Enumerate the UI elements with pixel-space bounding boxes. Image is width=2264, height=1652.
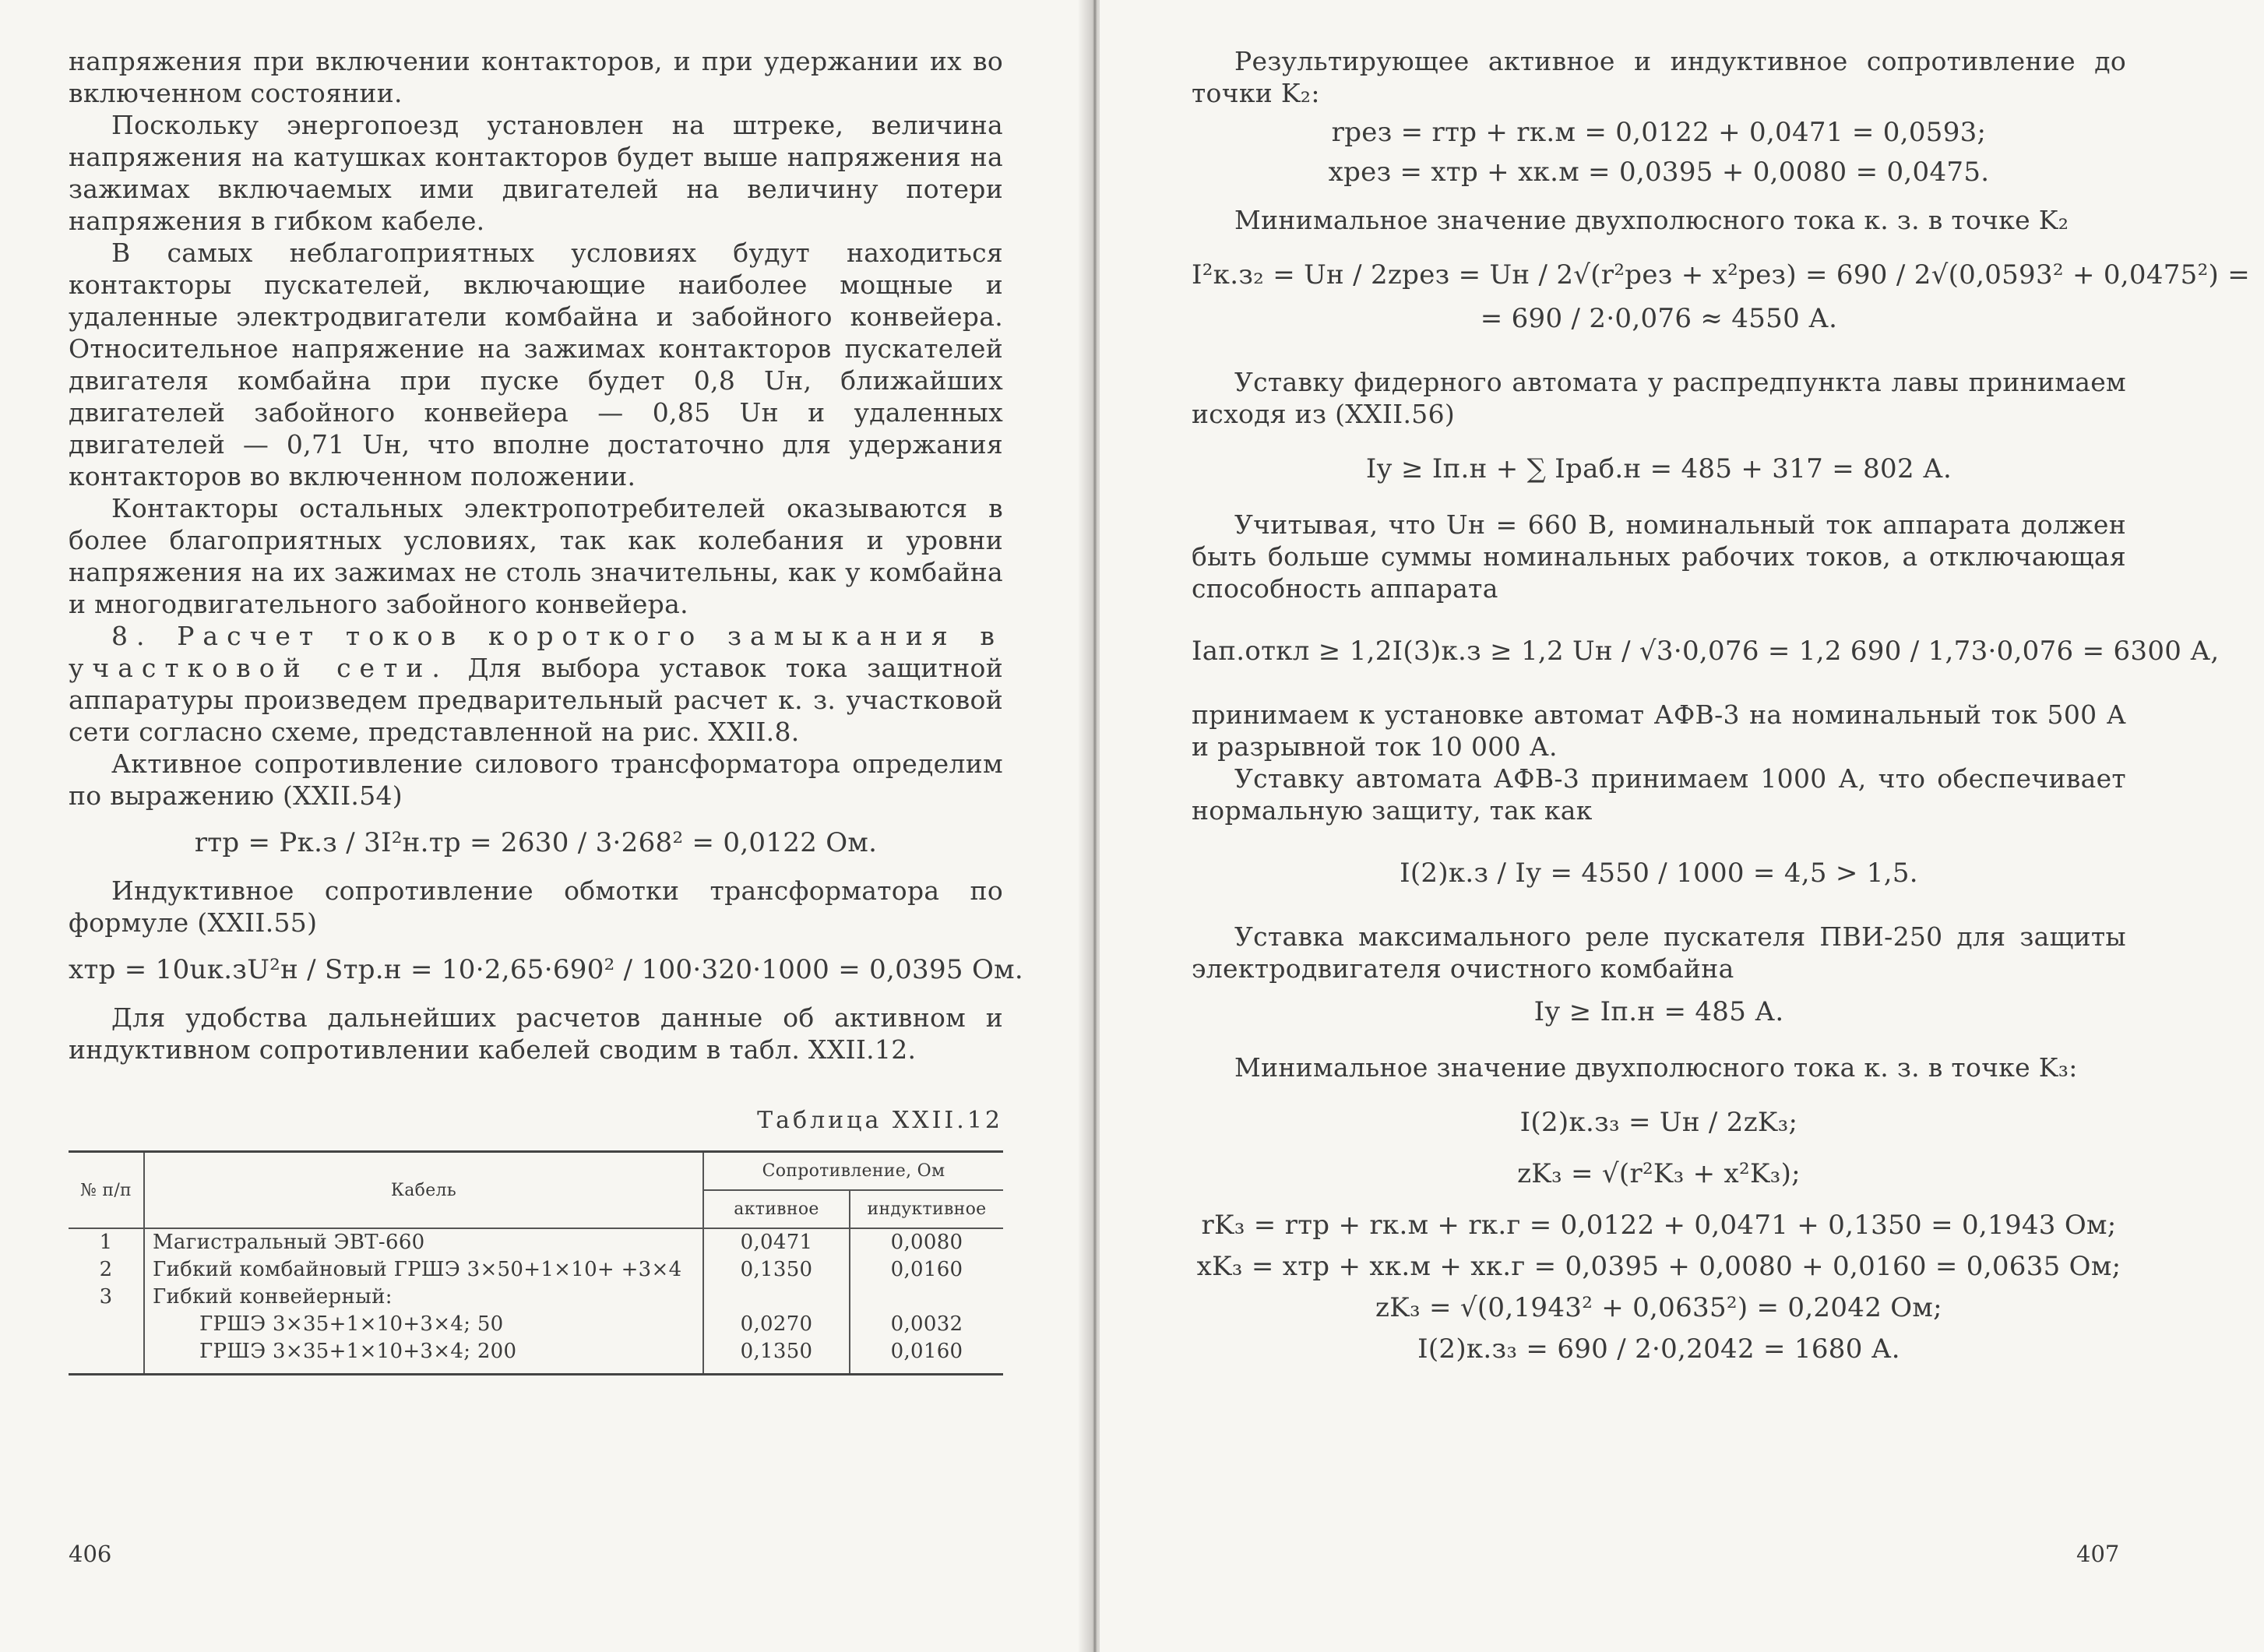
section-heading: 8. Расчет токов короткого замыкания в участковой сети. bbox=[69, 621, 1003, 683]
paragraph: Результирующее активное и индуктивное сопротивление до точки K₂: bbox=[1192, 46, 2126, 108]
formula: Iап.откл ≥ 1,2I(3)к.з ≥ 1,2 Uн / √3·0,076 = 1,2 690 / 1,73·0,076 = 6300 А, bbox=[1192, 636, 2220, 667]
paragraph: принимаем к установке автомат АФВ-3 на номинальный ток 500 А и разрывной ток 10 000 А. bbox=[1192, 699, 2126, 762]
cell-no: 2 bbox=[99, 1258, 113, 1281]
paragraph: Минимальное значение двухполюсного тока к. з. в точке K₂ bbox=[1234, 205, 2069, 235]
right-page bbox=[1100, 0, 2264, 1652]
cell-active bbox=[703, 1284, 850, 1311]
cell-cable: Гибкий конвейерный: bbox=[144, 1284, 703, 1311]
section-paragraph bbox=[69, 620, 1003, 748]
section-text: Для выбора уставок тока защитной аппаратуры произведем предварительный расчет к. з. участковой сети согласно схеме, представленной на рис. XXII.8. bbox=[69, 653, 1004, 747]
paragraph: Уставку автомата АФВ-3 принимаем 1000 А, что обеспечивает нормальную защиту, так как bbox=[1192, 763, 2126, 826]
formula: rрез = rтр + rк.м = 0,0122 + 0,0471 = 0,0593; bbox=[1331, 117, 1987, 148]
paragraph: Контакторы остальных электропотребителей оказываются в более благоприятных условиях, так как колебания и уровни напряжения на их зажимах не столь значительны, как у комбайна и многодвигательного забойного конвейера. bbox=[69, 493, 1003, 619]
cell-no: 3 bbox=[99, 1285, 113, 1309]
formula: I²к.з₂ = Uн / 2zрез = Uн / 2√(r²рез + x²рез) = 690 / 2√(0,0593² + 0,0475²) = bbox=[1192, 259, 2251, 291]
cell-active: 0,0471 bbox=[703, 1228, 850, 1256]
paragraph: В самых неблагоприятных условиях будут находиться контакторы пускателей, включающие наиболее мощные и удаленные электродвигатели комбайна и забойного конвейера. Относительное напряжение на зажимах контакторов пускателей двигателя комбайна при пуске будет 0,8 Uн, ближайших двигателей забойного конвейера — 0,85 Uн и удаленных двигателей — 0,71 Uн, что вполне достаточно для удержания контакторов во включенном положении. bbox=[69, 238, 1003, 491]
formula: rK₃ = rтр + rк.м + rк.г = 0,0122 + 0,0471 + 0,1350 = 0,1943 Ом; bbox=[1201, 1210, 2117, 1241]
paragraph: Учитывая, что Uн = 660 В, номинальный ток аппарата должен быть больше суммы номинальных рабочих токов, а отключающая способность аппарата bbox=[1192, 509, 2126, 604]
formula: I(2)к.з₃ = Uн / 2zK₃; bbox=[1519, 1107, 1798, 1138]
formula: = 690 / 2·0,076 ≈ 4550 А. bbox=[1480, 303, 1838, 334]
formula: Iу ≥ Iп.н = 485 А. bbox=[1533, 996, 1784, 1027]
cell-induct: 0,0160 bbox=[850, 1338, 1003, 1375]
paragraph: Уставка максимального реле пускателя ПВИ-250 для защиты электродвигателя очистного комбайна bbox=[1192, 921, 2126, 984]
paragraph: Для удобства дальнейших расчетов данные об активном и индуктивном сопротивлении кабелей сводим в табл. XXII.12. bbox=[69, 1002, 1003, 1065]
page-number: 407 bbox=[2076, 1541, 2120, 1567]
cell-cable: Гибкий комбайновый ГРШЭ 3×50+1×10+ +3×4 bbox=[144, 1256, 703, 1284]
col-active-header: активное bbox=[703, 1190, 850, 1228]
cell-cable: ГРШЭ 3×35+1×10+3×4; 200 bbox=[144, 1338, 703, 1375]
cell-active: 0,1350 bbox=[703, 1256, 850, 1284]
formula: zK₃ = √(0,1943² + 0,0635²) = 0,2042 Ом; bbox=[1375, 1292, 1942, 1323]
left-text-column bbox=[69, 45, 1023, 1375]
cell-active: 0,0270 bbox=[703, 1311, 850, 1338]
page-number: 406 bbox=[69, 1541, 112, 1567]
formula: rтр = Pк.з / 3I²н.тр = 2630 / 3·268² = 0,0122 Ом. bbox=[194, 827, 878, 858]
formula: zK₃ = √(r²K₃ + x²K₃); bbox=[1517, 1158, 1801, 1189]
table-row bbox=[69, 1311, 1003, 1338]
table-caption: Таблица XXII.12 bbox=[757, 1107, 1003, 1134]
cell-no bbox=[69, 1311, 144, 1338]
col-no-header: № п/п bbox=[69, 1152, 144, 1229]
formula: xтр = 10uк.зU²н / Sтр.н = 10·2,65·690² / 100·320·1000 = 0,0395 Ом. bbox=[69, 954, 1023, 985]
table-row bbox=[69, 1284, 1003, 1311]
formula: xK₃ = xтр + xк.м + xк.г = 0,0395 + 0,0080 + 0,0160 = 0,0635 Ом; bbox=[1196, 1251, 2121, 1282]
paragraph: Минимальное значение двухполюсного тока к. з. в точке K₃: bbox=[1234, 1052, 2078, 1083]
formula: Iу ≥ Iп.н + ∑ Iраб.н = 485 + 317 = 802 А. bbox=[1365, 453, 1952, 484]
cell-induct bbox=[850, 1284, 1003, 1311]
cell-induct: 0,0032 bbox=[850, 1311, 1003, 1338]
cable-resistance-table bbox=[69, 1150, 1003, 1375]
formula: I(2)к.з / Iу = 4550 / 1000 = 4,5 > 1,5. bbox=[1400, 858, 1918, 889]
cell-no: 1 bbox=[99, 1231, 113, 1254]
col-resist-header: Сопротивление, Ом bbox=[703, 1152, 1003, 1191]
table-row bbox=[69, 1228, 1003, 1256]
cell-active: 0,1350 bbox=[703, 1338, 850, 1375]
formula: xрез = xтр + xк.м = 0,0395 + 0,0080 = 0,0475. bbox=[1328, 157, 1990, 188]
table-row bbox=[69, 1256, 1003, 1284]
formula: I(2)к.з₃ = 690 / 2·0,2042 = 1680 А. bbox=[1417, 1333, 1900, 1365]
table-row bbox=[69, 1338, 1003, 1375]
cell-induct: 0,0080 bbox=[850, 1228, 1003, 1256]
col-cable-header: Кабель bbox=[144, 1152, 703, 1229]
col-induct-header: индуктивное bbox=[850, 1190, 1003, 1228]
cell-induct: 0,0160 bbox=[850, 1256, 1003, 1284]
cell-cable: ГРШЭ 3×35+1×10+3×4; 50 bbox=[144, 1311, 703, 1338]
left-page bbox=[0, 0, 1086, 1652]
right-text-column bbox=[1192, 45, 2251, 1375]
cell-no bbox=[69, 1338, 144, 1375]
paragraph: Поскольку энергопоезд установлен на штреке, величина напряжения на катушках контакторов будет выше напряжения на зажимах включаемых ими двигателей на величину потери напряжения в гибком кабеле. bbox=[69, 110, 1003, 236]
paragraph: напряжения при включении контакторов, и при удержании их во включенном состоянии. bbox=[69, 46, 1003, 108]
cell-cable: Магистральный ЭВТ-660 bbox=[144, 1228, 703, 1256]
paragraph: Уставку фидерного автомата у распредпункта лавы принимаем исходя из (XXII.56) bbox=[1192, 367, 2126, 429]
paragraph: Активное сопротивление силового трансформатора определим по выражению (XXII.54) bbox=[69, 749, 1003, 811]
paragraph: Индуктивное сопротивление обмотки трансформатора по формуле (XXII.55) bbox=[69, 875, 1003, 938]
